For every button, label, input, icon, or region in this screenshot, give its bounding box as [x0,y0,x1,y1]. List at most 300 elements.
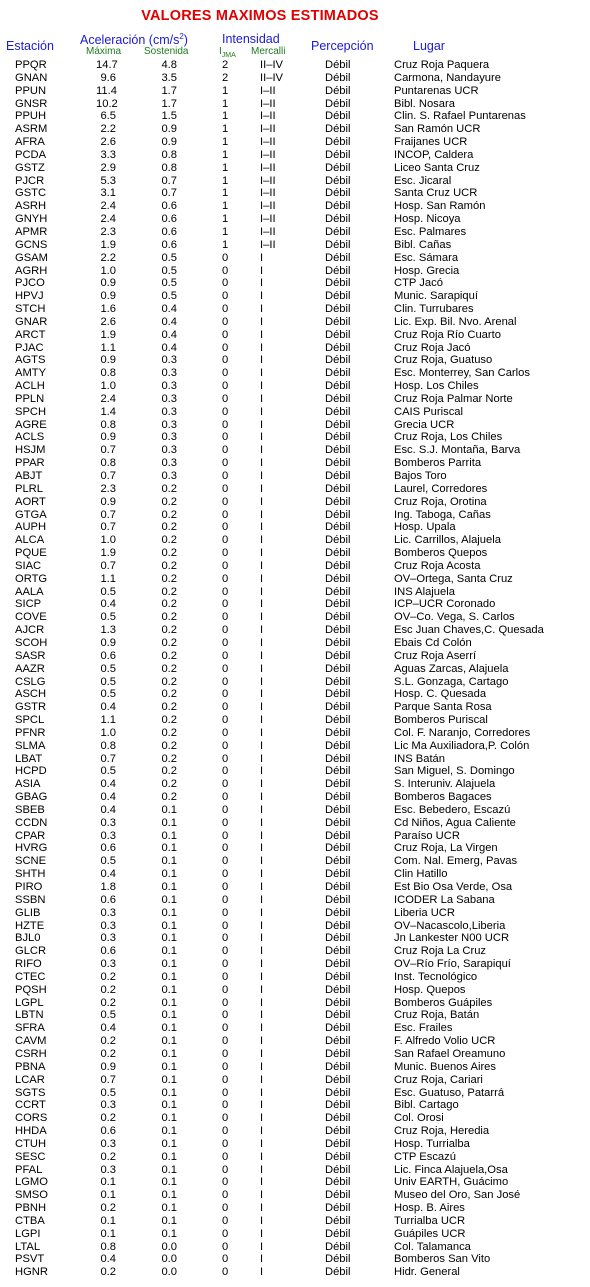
table-row [0,1215,590,1228]
intensity-mercalli: I [260,470,264,482]
station-code: AGRE [15,418,47,431]
place: Carmona, Nandayure [394,71,501,84]
intensity-jma: 0 [222,649,229,662]
station-code: GSTR [15,701,47,714]
station-code: CPAR [15,829,46,842]
table-row [0,868,590,881]
intensity-mercalli: I [260,405,264,418]
place: OV–Río Frío, Sarapiquí [394,958,511,971]
intensity-mercalli: I [260,534,264,547]
intensity-jma: 0 [222,829,229,842]
table-row [0,611,590,624]
intensity-jma: 0 [222,598,229,611]
perception: Débil [325,945,351,958]
intensity-mercalli: I–II [260,97,276,110]
station-code: CAVM [15,1035,47,1048]
intensity-jma: 1 [222,136,229,149]
intensity-jma: 0 [222,765,229,778]
station-code: CTBA [15,1214,45,1227]
station-code: LGPL [15,996,44,1009]
intensity-jma: 0 [222,315,229,328]
sustained-acceleration: 0.0 [161,1266,177,1279]
place: San Miguel, S. Domingo [394,765,515,778]
intensity-mercalli: I [260,315,264,328]
place: Bibl. Cartago [394,1099,459,1112]
place: ICODER La Sabana [394,893,495,906]
max-acceleration: 0.2 [100,983,116,996]
table-row [0,187,590,200]
intensity-mercalli: I [260,765,264,778]
sustained-acceleration: 0.2 [161,662,177,675]
table-row [0,1048,590,1061]
sustained-acceleration: 0.3 [161,457,177,470]
place: Hosp. Grecia [394,264,460,277]
perception: Débil [325,225,351,238]
intensity-mercalli: I [260,855,264,868]
place: Lic. Exp. Bil. Nvo. Arenal [394,315,517,328]
table-row [0,1241,590,1254]
intensity-mercalli: I [260,1137,264,1150]
sustained-acceleration: 0.1 [161,1125,177,1138]
place: OV–Co. Vega, S. Carlos [394,611,515,624]
intensity-mercalli: I [260,341,264,354]
station-code: PPUH [15,110,47,123]
sustained-acceleration: 0.3 [161,354,177,367]
intensity-mercalli: I–II [260,225,276,238]
table-row [0,380,590,393]
sustained-acceleration: 0.2 [161,547,177,560]
sustained-acceleration: 0.7 [161,187,177,200]
header-acceleration-exponent: 2 [179,32,184,41]
station-code: HSJM [15,444,46,457]
max-acceleration: 2.4 [100,200,116,213]
sustained-acceleration: 0.2 [161,701,177,714]
sustained-acceleration: 0.1 [161,1009,177,1022]
place: Cruz Roja, Guatuso [394,354,493,367]
place: Bomberos Quepos [394,547,488,560]
max-acceleration: 0.3 [100,932,116,945]
intensity-mercalli: I [260,508,264,521]
sustained-acceleration: 0.2 [161,624,177,637]
max-acceleration: 0.3 [100,906,116,919]
table-row [0,573,590,586]
intensity-jma: 0 [222,983,229,996]
sustained-acceleration: 0.3 [161,418,177,431]
table-row [0,765,590,778]
intensity-jma: 0 [222,1047,229,1060]
sustained-acceleration: 0.1 [161,868,177,881]
table-row [0,98,590,111]
intensity-jma: 0 [222,290,229,303]
station-code: CTEC [15,970,46,983]
table-row [0,367,590,380]
max-acceleration: 1.4 [100,405,116,418]
table-row [0,483,590,496]
station-code: GCNS [15,238,48,251]
intensity-mercalli: I [260,495,264,508]
perception: Débil [325,559,351,572]
sustained-acceleration: 0.1 [161,958,177,971]
intensity-jma: 1 [222,225,229,238]
intensity-mercalli: I [260,1112,264,1125]
table-row [0,316,590,329]
max-acceleration: 11.4 [96,84,117,97]
perception: Débil [325,1253,351,1266]
sustained-acceleration: 0.1 [161,855,177,868]
intensity-mercalli: I [260,457,264,470]
place: Hidr. General [394,1266,460,1279]
max-acceleration: 0.7 [100,521,116,534]
max-acceleration: 14.7 [96,59,118,71]
sustained-acceleration: 0.5 [161,251,177,264]
sustained-acceleration: 0.2 [161,765,177,778]
intensity-mercalli: I–II [260,148,276,161]
place: F. Alfredo Volio UCR [394,1035,496,1048]
perception: Débil [325,1214,351,1227]
intensity-jma: 0 [222,1073,229,1086]
perception: Débil [325,611,351,624]
table-row [0,676,590,689]
table-row [0,521,590,534]
sustained-acceleration: 0.1 [161,816,177,829]
place: Hosp. Quepos [394,983,466,996]
perception: Débil [325,765,351,778]
table-row [0,1228,590,1241]
station-code: HZTE [15,919,45,932]
intensity-mercalli: I [260,881,264,893]
place: San Rafael Oreamuno [394,1047,506,1060]
max-acceleration: 0.6 [100,1125,116,1138]
intensity-mercalli: I [260,611,264,624]
station-code: SPCH [15,405,47,418]
max-acceleration: 0.2 [100,1202,116,1215]
station-code: HHDA [15,1125,47,1138]
intensity-mercalli: I [260,264,264,277]
intensity-mercalli: I [260,251,264,264]
sustained-acceleration: 0.2 [161,534,177,547]
intensity-mercalli: I [260,919,264,932]
perception: Débil [325,97,351,110]
max-acceleration: 0.9 [100,290,116,303]
intensity-jma: 0 [222,893,229,906]
intensity-mercalli: I [260,1060,264,1073]
intensity-mercalli: I [260,1047,264,1060]
station-code: SGTS [15,1086,46,1099]
perception: Débil [325,380,351,393]
table-row [0,997,590,1010]
intensity-jma: 0 [222,1125,229,1138]
table-row [0,624,590,637]
max-acceleration: 0.6 [100,649,116,662]
place: Hosp. B. Aires [394,1202,465,1215]
place: Munic. Sarapiquí [394,290,478,303]
perception: Débil [325,136,351,149]
perception: Débil [325,470,351,482]
station-code: CSLG [15,675,46,688]
max-acceleration: 0.9 [100,636,116,649]
station-code: ALCA [15,534,45,547]
place: Laurel, Corredores [394,482,488,495]
perception: Débil [325,932,351,945]
intensity-mercalli: I [260,1227,264,1240]
sustained-acceleration: 3.5 [161,71,177,84]
intensity-mercalli: I [260,380,264,393]
max-acceleration: 0.5 [100,855,116,868]
intensity-jma: 0 [222,752,229,765]
intensity-jma: 0 [222,444,229,457]
station-code: BJL0 [15,932,41,945]
intensity-jma: 0 [222,457,229,470]
station-code: ARCT [15,328,46,341]
perception: Débil [325,1163,351,1176]
intensity-mercalli: I [260,1150,264,1163]
sustained-acceleration: 0.6 [161,225,177,238]
intensity-mercalli: I [260,842,264,855]
perception: Débil [325,791,351,804]
sustained-acceleration: 0.1 [161,932,177,945]
table-row [0,1151,590,1164]
sustained-acceleration: 0.1 [161,919,177,932]
sustained-acceleration: 0.2 [161,649,177,662]
intensity-jma: 0 [222,1060,229,1073]
station-code: GNYH [15,213,48,226]
place: Esc. Bebedero, Escazú [394,803,511,816]
place: Lic. Finca Alajuela,Osa [394,1163,508,1176]
max-acceleration: 0.1 [100,1214,116,1227]
max-acceleration: 0.3 [100,829,116,842]
intensity-mercalli: I [260,1099,264,1112]
intensity-mercalli: I [260,1189,264,1202]
sustained-acceleration: 0.2 [161,714,177,727]
max-acceleration: 0.3 [100,1163,116,1176]
sustained-acceleration: 0.2 [161,559,177,572]
max-acceleration: 1.8 [100,881,116,893]
perception: Débil [325,688,351,701]
header-mercalli: Mercalli [251,46,286,57]
intensity-mercalli: I [260,636,264,649]
intensity-jma: 0 [222,816,229,829]
max-acceleration: 0.7 [100,508,116,521]
table-row [0,1125,590,1138]
place: Cruz Roja Palmar Norte [394,392,513,405]
place: S. Interuniv. Alajuela [394,778,496,791]
sustained-acceleration: 0.3 [161,470,177,482]
table-row [0,907,590,920]
place: Cruz Roja Aserrí [394,649,477,662]
max-acceleration: 0.5 [100,1009,116,1022]
max-acceleration: 0.4 [100,803,116,816]
intensity-jma: 1 [222,148,229,161]
intensity-jma: 0 [222,1009,229,1022]
sustained-acceleration: 0.2 [161,572,177,585]
sustained-acceleration: 0.2 [161,508,177,521]
table-row [0,252,590,265]
intensity-jma: 0 [222,418,229,431]
intensity-mercalli: I [260,803,264,816]
max-acceleration: 1.1 [100,714,116,727]
perception: Débil [325,457,351,470]
place: Hosp. Upala [394,521,456,534]
sustained-acceleration: 0.1 [161,1189,177,1202]
intensity-mercalli: I [260,585,264,598]
perception: Débil [325,341,351,354]
place: Col. Talamanca [394,1240,471,1253]
intensity-mercalli: I [260,996,264,1009]
sustained-acceleration: 0.5 [161,290,177,303]
place: Santa Cruz UCR [394,187,478,200]
perception: Débil [325,1266,351,1279]
station-code: PBNH [15,1202,47,1215]
place: Cruz Roja, La Virgen [394,842,498,855]
table-row [0,547,590,560]
intensity-mercalli: I [260,328,264,341]
intensity-jma: 1 [222,187,229,200]
intensity-mercalli: I–II [260,84,276,97]
station-code: SCOH [15,636,48,649]
perception: Débil [325,277,351,290]
place: Esc. Monterrey, San Carlos [394,367,530,380]
station-code: COVE [15,611,47,624]
table-row [0,162,590,175]
perception: Débil [325,264,351,277]
station-code: PQUE [15,547,47,560]
station-code: ORTG [15,572,48,585]
place: Munic. Buenos Aires [394,1060,496,1073]
station-code: STCH [15,303,46,316]
intensity-jma: 0 [222,778,229,791]
perception: Débil [325,354,351,367]
max-acceleration: 1.0 [100,726,116,739]
intensity-jma: 0 [222,958,229,971]
intensity-mercalli: I [260,1266,264,1279]
sustained-acceleration: 0.4 [161,341,177,354]
perception: Débil [325,636,351,649]
max-acceleration: 0.9 [100,277,116,290]
intensity-jma: 0 [222,881,229,893]
intensity-jma: 0 [222,1176,229,1189]
sustained-acceleration: 0.0 [161,1240,177,1253]
intensity-jma: 0 [222,1099,229,1112]
perception: Débil [325,392,351,405]
station-code: PIRO [15,881,43,893]
station-code: AJCR [15,624,45,637]
sustained-acceleration: 0.1 [161,1073,177,1086]
station-code: HVRG [15,842,48,855]
intensity-jma: 2 [222,71,229,84]
intensity-jma: 0 [222,842,229,855]
perception: Débil [325,906,351,919]
place: Guápiles UCR [394,1227,466,1240]
table-row [0,881,590,894]
perception: Débil [325,996,351,1009]
sustained-acceleration: 0.6 [161,238,177,251]
station-code: PPLN [15,392,45,405]
table-row [0,496,590,509]
max-acceleration: 0.4 [100,778,116,791]
place: Bajos Toro [394,470,447,482]
table-row [0,431,590,444]
table-row [0,1099,590,1112]
sustained-acceleration: 0.1 [161,1214,177,1227]
perception: Débil [325,752,351,765]
intensity-jma: 0 [222,277,229,290]
perception: Débil [325,482,351,495]
station-code: ASRM [15,123,48,136]
sustained-acceleration: 0.2 [161,636,177,649]
max-acceleration: 0.4 [100,791,116,804]
intensity-jma: 0 [222,1240,229,1253]
intensity-mercalli: I [260,1086,264,1099]
perception: Débil [325,161,351,174]
intensity-jma: 0 [222,701,229,714]
sustained-acceleration: 0.3 [161,431,177,444]
table-row [0,971,590,984]
station-code: AMTY [15,367,47,380]
perception: Débil [325,1086,351,1099]
station-code: AFRA [15,136,45,149]
place: Cruz Roja, Cariari [394,1073,483,1086]
station-code: HCPD [15,765,47,778]
max-acceleration: 0.5 [100,1086,116,1099]
sustained-acceleration: 0.2 [161,726,177,739]
perception: Débil [325,1189,351,1202]
place: Cruz Roja Jacó [394,341,471,354]
place: Ing. Taboga, Cañas [394,508,491,521]
max-acceleration: 0.2 [100,1266,116,1279]
place: Cruz Roja, Los Chiles [394,431,503,444]
max-acceleration: 0.2 [100,1047,116,1060]
station-code: AALA [15,585,44,598]
perception: Débil [325,418,351,431]
station-code: SCNE [15,855,47,868]
intensity-jma: 0 [222,251,229,264]
intensity-mercalli: I [260,303,264,316]
table-row [0,123,590,136]
intensity-mercalli: I [260,1253,264,1266]
max-acceleration: 0.2 [100,970,116,983]
perception: Débil [325,238,351,251]
max-acceleration: 0.2 [100,1112,116,1125]
max-acceleration: 0.8 [100,739,116,752]
intensity-mercalli: I–II [260,200,276,213]
place: Cruz Roja La Cruz [394,945,487,958]
intensity-jma: 0 [222,1202,229,1215]
max-acceleration: 0.5 [100,662,116,675]
perception: Débil [325,521,351,534]
max-acceleration: 1.9 [100,547,116,560]
header-maxima: Máxima [86,46,122,57]
intensity-mercalli: I [260,649,264,662]
sustained-acceleration: 0.1 [161,1176,177,1189]
perception: Débil [325,970,351,983]
sustained-acceleration: 0.2 [161,778,177,791]
perception: Débil [325,200,351,213]
header-ijma [219,46,236,59]
station-code: GSTC [15,187,47,200]
table-row [0,945,590,958]
intensity-jma: 0 [222,482,229,495]
station-code: PQSH [15,983,47,996]
place: Esc. Frailes [394,1022,453,1035]
intensity-mercalli: I–II [260,123,276,136]
intensity-jma: 0 [222,547,229,560]
intensity-jma: 0 [222,636,229,649]
station-code: SMSO [15,1189,48,1202]
max-acceleration: 0.9 [100,495,116,508]
perception: Débil [325,662,351,675]
place: Esc Juan Chaves,C. Quesada [394,624,544,637]
intensity-mercalli: I [260,893,264,906]
